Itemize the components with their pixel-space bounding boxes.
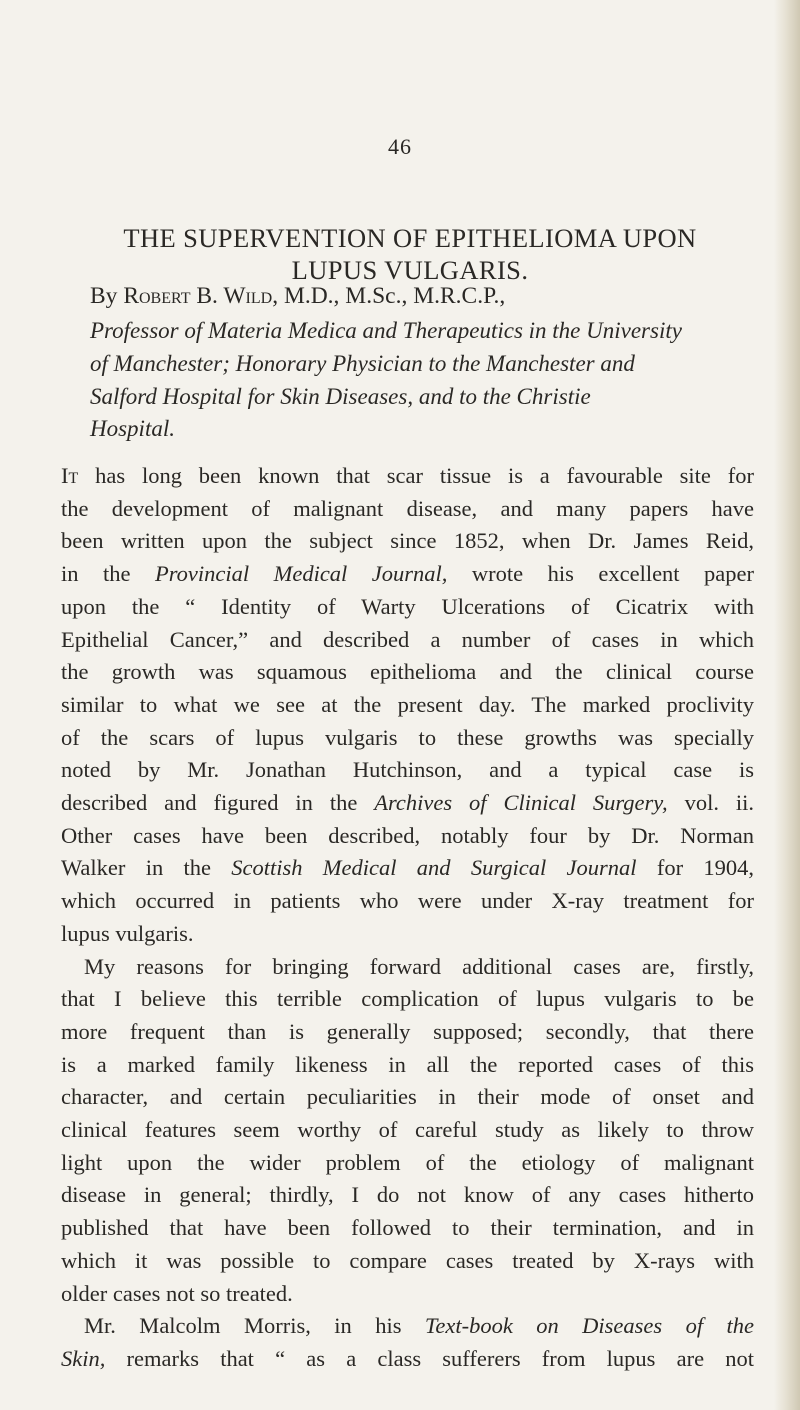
text-segment: which occurred in patients who were under X-ray treatment for (61, 888, 754, 914)
body-line (61, 890, 754, 913)
body-line (61, 857, 754, 880)
text-segment: published that have been followed to their termination, and in (61, 1215, 754, 1241)
text-segment: It (61, 463, 79, 488)
text-segment: older cases not so treated. (61, 1280, 293, 1306)
affiliation-line: Professor of Materia Medica and Therapeutics in the University (90, 318, 682, 343)
text-segment: Mr. Malcolm Morris, in his (84, 1313, 425, 1339)
body-line (61, 1086, 754, 1109)
text-segment: light upon the wider problem of the etiology of malignant (61, 1149, 754, 1175)
text-segment: more frequent than is generally supposed; secondly, that there (61, 1018, 754, 1044)
text-segment: clinical features seem worthy of careful study as likely to throw (61, 1117, 754, 1142)
text-segment: that I believe this terrible complication of lupus vulgaris to be (61, 986, 754, 1012)
text-segment: Walker in the (61, 855, 232, 881)
byline-prefix: By (90, 283, 118, 309)
text-segment: lupus vulgaris. (61, 920, 194, 946)
body-line (84, 1315, 754, 1338)
italic-citation: Archives of Clinical Surgery, (374, 790, 668, 815)
page-edge-shadow (774, 0, 800, 1410)
affiliation-line: Salford Hospital for Skin Diseases, and to the Christie (90, 384, 591, 409)
affiliation-line: of Manchester; Honorary Physician to the Manchester and (90, 351, 635, 376)
text-segment: the growth was squamous epithelioma and the clinical course (61, 659, 754, 685)
text-segment: which it was possible to compare cases treated by X-rays with (61, 1247, 754, 1273)
author-degrees: , M.D., M.Sc., M.R.C.P., (272, 283, 506, 309)
body-line (61, 530, 754, 553)
body-line (61, 822, 754, 848)
body-line (61, 724, 754, 750)
page-number: 46 (388, 134, 412, 159)
body-line (61, 495, 754, 521)
text-segment: Other cases have been described, notably four by Dr. Norman (61, 822, 754, 848)
body-line (61, 593, 754, 619)
byline (90, 283, 505, 310)
body-line (61, 1345, 754, 1371)
text-segment: been written upon the subject since 1852, when Dr. James Reid, (61, 528, 754, 554)
body-line (61, 465, 754, 488)
body-line (61, 1149, 754, 1175)
text-segment: disease in general; thirdly, I do not know of any cases hitherto (61, 1182, 754, 1208)
italic-citation: Provincial Medical Journal, (154, 561, 448, 587)
body-line (61, 1051, 754, 1077)
body-line (84, 953, 754, 979)
author-name: Robert B. Wild (123, 283, 273, 309)
text-segment: Epithelial Cancer,” and described a number of cases in which (61, 626, 754, 652)
text-segment: described and figured in the (61, 790, 375, 815)
body-line (61, 1280, 754, 1306)
text-segment: the development of malignant disease, and many papers have (61, 495, 754, 521)
body-line (61, 1217, 754, 1240)
body-line (61, 563, 754, 586)
italic-citation: Skin, (61, 1345, 106, 1371)
body-line (61, 661, 754, 684)
text-segment: My reasons for bringing forward additional cases are, firstly, (84, 953, 754, 979)
body-line (61, 1119, 754, 1142)
italic-citation: Text-book on Diseases of the (424, 1313, 755, 1339)
body-line (61, 626, 754, 652)
text-segment: noted by Mr. Jonathan Hutchinson, and a typical case is (61, 757, 754, 783)
text-segment: is a marked family likeness in all the reported cases of this (61, 1051, 754, 1077)
text-segment: of the scars of lupus vulgaris to these growths was specially (61, 724, 754, 750)
article-title-line-1: THE SUPERVENTION OF EPITHELIOMA UPON (123, 223, 697, 253)
body-line (61, 1018, 754, 1044)
text-segment: character, and certain peculiarities in their mode of onset and (61, 1084, 754, 1110)
body-line (61, 792, 754, 815)
body-line (61, 691, 754, 717)
text-segment: wrote his excellent paper (447, 561, 755, 587)
body-line (61, 1247, 754, 1273)
text-segment: similar to what we see at the present day. The marked proclivity (61, 691, 754, 717)
text-segment: for 1904, (636, 855, 754, 881)
text-segment: vol. ii. (667, 790, 754, 815)
body-line (61, 988, 754, 1011)
text-segment: has long been known that scar tissue is a favourable site for (78, 463, 754, 488)
body-line (61, 1184, 754, 1207)
body-line (61, 759, 754, 782)
article-title-line-2: LUPUS VULGARIS. (291, 255, 529, 285)
body-line (61, 920, 754, 946)
text-segment: remarks that “ as a class sufferers from lupus are not (105, 1345, 754, 1371)
affiliation-line: Hospital. (90, 416, 175, 441)
italic-citation: Scottish Medical and Surgical Journal (231, 855, 637, 881)
text-segment: upon the “ Identity of Warty Ulcerations of Cicatrix with (61, 593, 754, 619)
text-segment: in the (61, 561, 155, 587)
